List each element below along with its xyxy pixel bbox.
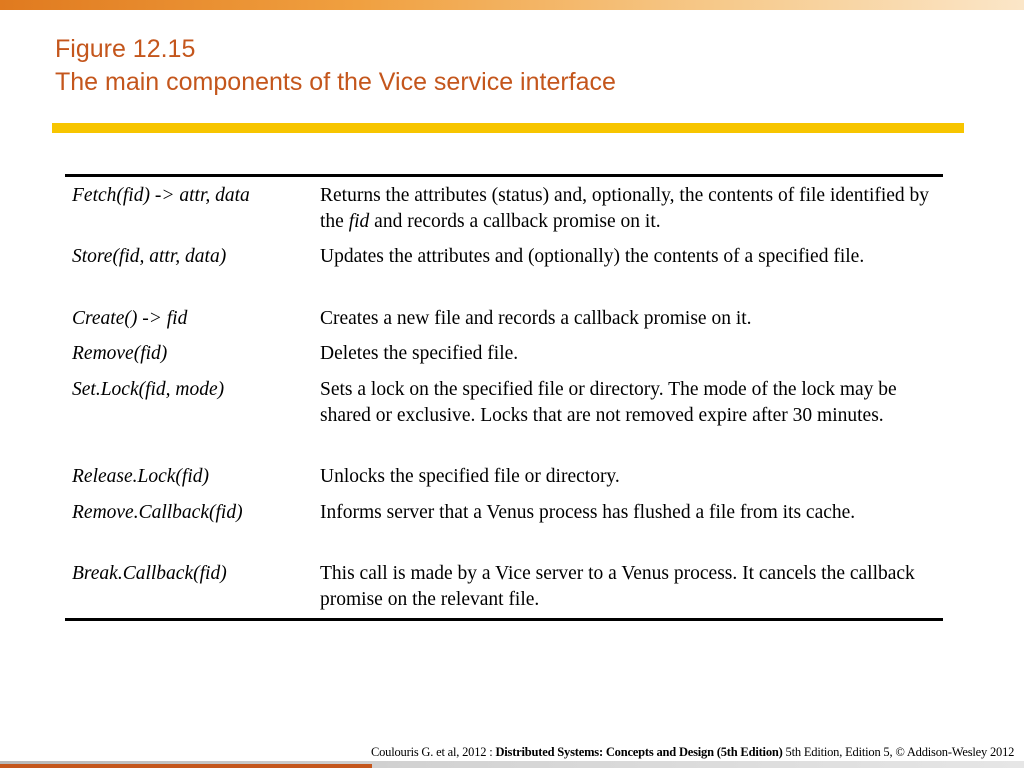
operation-name: Release.Lock(fid) — [72, 466, 209, 487]
figure-caption: The main components of the Vice service interface — [55, 68, 616, 96]
bottom-accent-bar — [0, 764, 372, 768]
operation-name: Set.Lock(fid, mode) — [72, 379, 225, 400]
figure-number: Figure 12.15 — [55, 35, 196, 63]
operation-description: Updates the attributes and (optionally) the contents of a specified file. — [320, 246, 865, 267]
operation-name: Remove(fid) — [72, 343, 168, 364]
operation-description: Unlocks the specified file or directory. — [320, 466, 620, 487]
operation-name: Break.Callback(fid) — [72, 563, 227, 584]
operation-description: Sets a lock on the specified file or directory. The mode of the lock may be shared or exclusive. Locks that are not removed expire after 30 minutes. — [320, 379, 897, 426]
operation-name: Create() -> fid — [72, 308, 188, 329]
operation-description: Creates a new file and records a callback promise on it. — [320, 308, 752, 329]
operation-description: This call is made by a Vice server to a Venus process. It cancels the callback promise on the relevant file. — [320, 563, 915, 610]
operation-name: Store(fid, attr, data) — [72, 246, 227, 267]
operation-description: Informs server that a Venus process has flushed a file from its cache. — [320, 502, 856, 523]
operation-description: Returns the attributes (status) and, optionally, the contents of file identified by the fid and records a callback promise on it. — [320, 185, 930, 232]
table-bottom-rule — [65, 618, 943, 621]
operation-description: Deletes the specified file. — [320, 343, 519, 364]
operation-name: Remove.Callback(fid) — [72, 502, 243, 523]
operation-name: Fetch(fid) -> attr, data — [72, 185, 250, 206]
citation-footer: Coulouris G. et al, 2012 : Distributed Systems: Concepts and Design (5th Edition) 5th Edition, Edition 5, © Addison-Wesley 2012 — [371, 745, 1015, 759]
